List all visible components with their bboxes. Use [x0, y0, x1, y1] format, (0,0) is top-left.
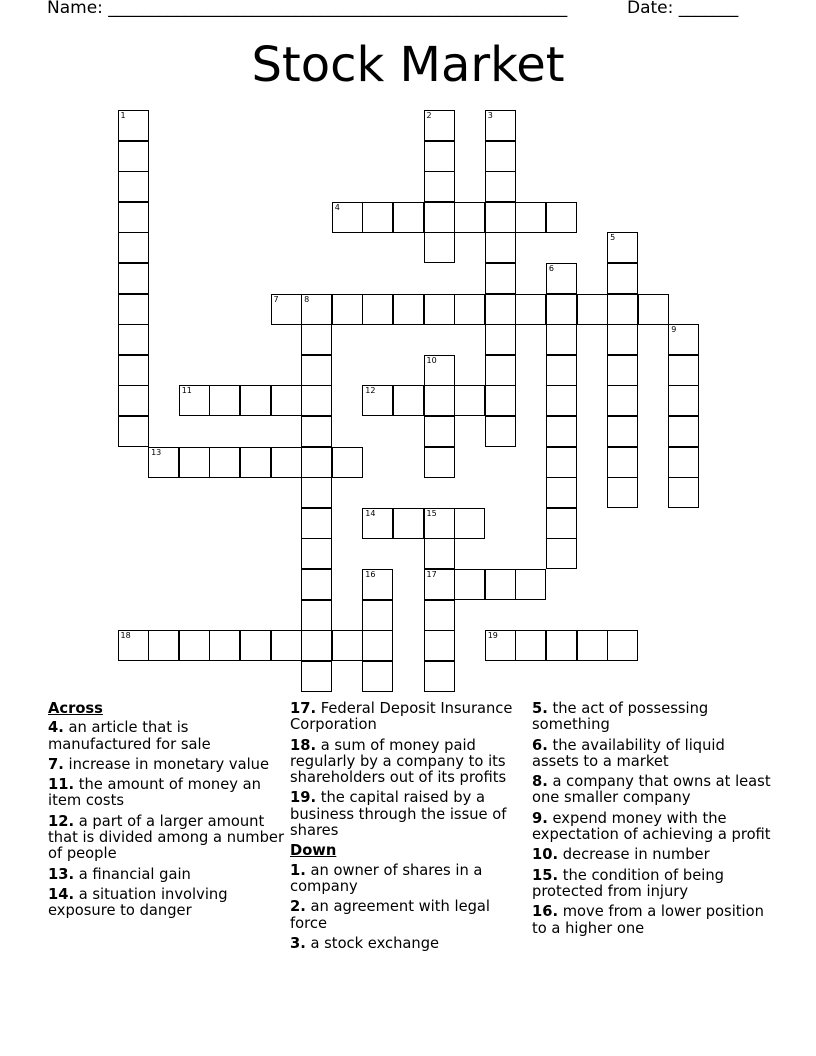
grid-cell[interactable] — [485, 202, 516, 233]
grid-cell[interactable] — [209, 385, 240, 416]
clue-down-6: 6. the availability of liquid assets to a market — [532, 736, 725, 770]
grid-cell[interactable] — [607, 477, 638, 508]
grid-cell[interactable] — [546, 355, 577, 386]
grid-cell[interactable] — [301, 416, 332, 447]
grid-cell[interactable] — [301, 294, 332, 325]
clue-across-19: 19. the capital raised by a business through the issue of shares — [290, 789, 507, 840]
grid-cell[interactable] — [485, 569, 516, 600]
grid-cell[interactable] — [607, 385, 638, 416]
grid-cell[interactable] — [485, 171, 516, 202]
clue-column-1 — [48, 701, 288, 924]
down-heading: Down — [290, 842, 337, 860]
clue-column-2 — [290, 701, 530, 956]
grid-cell[interactable] — [546, 202, 577, 233]
grid-cell[interactable] — [301, 569, 332, 600]
grid-cell[interactable] — [332, 630, 363, 661]
grid-cell[interactable] — [607, 416, 638, 447]
clue-number: 1 — [120, 111, 126, 120]
grid-cell[interactable] — [485, 416, 516, 447]
clue-across-13: 13. a financial gain — [48, 865, 191, 883]
grid-cell[interactable] — [271, 294, 302, 325]
grid-cell[interactable] — [301, 477, 332, 508]
grid-cell[interactable] — [424, 385, 455, 416]
grid-cell[interactable] — [485, 294, 516, 325]
grid-cell[interactable] — [424, 110, 455, 141]
grid-cell[interactable] — [393, 508, 424, 539]
grid-cell[interactable] — [546, 538, 577, 569]
clue-down-3: 3. a stock exchange — [290, 934, 440, 952]
grid-cell[interactable] — [485, 141, 516, 172]
grid-cell[interactable] — [332, 294, 363, 325]
clue-down-5: 5. the act of possessing something — [532, 700, 709, 734]
page-title: Stock Market — [251, 37, 565, 93]
date-line[interactable]: _______ — [678, 0, 739, 18]
grid-cell[interactable] — [209, 630, 240, 661]
grid-cell[interactable] — [118, 141, 149, 172]
grid-cell[interactable] — [485, 110, 516, 141]
clue-number: 3 — [487, 111, 493, 120]
grid-cell[interactable] — [118, 385, 149, 416]
grid-cell[interactable] — [240, 630, 271, 661]
grid-cell[interactable] — [362, 661, 393, 692]
grid-cell[interactable] — [607, 263, 638, 294]
grid-cell[interactable] — [668, 355, 699, 386]
clue-column-3 — [532, 701, 772, 941]
grid-cell[interactable] — [393, 202, 424, 233]
clue-down-9: 9. expend money with the expectation of achieving a profit — [532, 809, 771, 844]
grid-cell[interactable] — [148, 630, 179, 661]
grid-cell[interactable] — [424, 294, 455, 325]
grid-cell[interactable] — [546, 263, 577, 294]
grid-cell[interactable] — [118, 110, 149, 141]
grid-cell[interactable] — [332, 202, 363, 233]
grid-cell[interactable] — [362, 508, 393, 539]
grid-cell[interactable] — [424, 630, 455, 661]
clue-down-16: 16. move from a lower position to a higher one — [532, 903, 764, 937]
clue-across-11: 11. the amount of money an item costs — [48, 776, 261, 810]
grid-cell[interactable] — [179, 385, 210, 416]
grid-cell[interactable] — [301, 630, 332, 661]
grid-cell[interactable] — [668, 385, 699, 416]
grid-cell[interactable] — [607, 355, 638, 386]
grid-cell[interactable] — [668, 477, 699, 508]
grid-cell[interactable] — [362, 294, 393, 325]
grid-cell[interactable] — [546, 477, 577, 508]
grid-cell[interactable] — [118, 630, 149, 661]
grid-cell[interactable] — [118, 202, 149, 233]
clue-number: 18 — [120, 631, 131, 641]
grid-cell[interactable] — [118, 171, 149, 202]
grid-cell[interactable] — [485, 355, 516, 386]
grid-cell[interactable] — [668, 447, 699, 478]
grid-cell[interactable] — [515, 294, 546, 325]
grid-cell[interactable] — [485, 324, 516, 355]
grid-cell[interactable] — [148, 447, 179, 478]
grid-cell[interactable] — [546, 294, 577, 325]
grid-cell[interactable] — [332, 447, 363, 478]
grid-cell[interactable] — [424, 355, 455, 386]
clue-across-18: 18. a sum of money paid regularly by a company to its shareholders out of its profits — [290, 736, 507, 787]
grid-cell[interactable] — [454, 202, 485, 233]
grid-cell[interactable] — [362, 630, 393, 661]
grid-cell[interactable] — [271, 630, 302, 661]
clue-number: 11 — [181, 386, 192, 396]
clue-down-15: 15. the condition of being protected from injury — [532, 866, 724, 900]
grid-cell[interactable] — [668, 324, 699, 355]
clue-number: 2 — [426, 111, 432, 120]
grid-cell[interactable] — [301, 385, 332, 416]
grid-cell[interactable] — [607, 294, 638, 325]
clue-across-12: 12. a part of a larger amount that is divided among a number of people — [48, 812, 285, 863]
grid-cell[interactable] — [240, 447, 271, 478]
grid-cell[interactable] — [362, 600, 393, 631]
grid-cell[interactable] — [240, 385, 271, 416]
grid-cell[interactable] — [424, 447, 455, 478]
grid-cell[interactable] — [118, 294, 149, 325]
clue-number: 16 — [365, 570, 376, 579]
grid-cell[interactable] — [118, 416, 149, 447]
grid-cell[interactable] — [546, 385, 577, 416]
clue-number: 12 — [365, 386, 376, 396]
clue-number: 9 — [671, 325, 677, 335]
grid-cell[interactable] — [424, 538, 455, 569]
clue-across-4: 4. an article that is manufactured for sale — [48, 719, 211, 753]
grid-cell[interactable] — [546, 324, 577, 355]
grid-cell[interactable] — [424, 202, 455, 233]
grid-cell[interactable] — [515, 202, 546, 233]
grid-cell[interactable] — [118, 232, 149, 263]
clue-number: 15 — [426, 508, 437, 518]
grid-cell[interactable] — [424, 232, 455, 263]
grid-cell[interactable] — [454, 508, 485, 539]
name-label: Name: — [47, 0, 103, 18]
grid-cell[interactable] — [301, 447, 332, 478]
date-label: Date: — [627, 0, 674, 18]
clue-number: 19 — [487, 631, 498, 641]
name-line[interactable]: ______________________________________________________ — [108, 0, 568, 18]
grid-cell[interactable] — [638, 294, 669, 325]
grid-cell[interactable] — [362, 385, 393, 416]
grid-cell[interactable] — [424, 661, 455, 692]
grid-cell[interactable] — [424, 416, 455, 447]
grid-cell[interactable] — [179, 447, 210, 478]
clue-number: 14 — [365, 508, 376, 518]
grid-cell[interactable] — [607, 630, 638, 661]
clue-number: 4 — [334, 202, 340, 212]
grid-cell[interactable] — [393, 294, 424, 325]
grid-cell[interactable] — [179, 630, 210, 661]
grid-cell[interactable] — [546, 447, 577, 478]
clue-across-17: 17. Federal Deposit Insurance Corporation — [290, 700, 513, 734]
clue-number: 5 — [610, 233, 616, 243]
grid-cell[interactable] — [607, 232, 638, 263]
grid-cell[interactable] — [301, 600, 332, 631]
grid-cell[interactable] — [485, 385, 516, 416]
grid-cell[interactable] — [271, 447, 302, 478]
grid-cell[interactable] — [546, 508, 577, 539]
grid-cell[interactable] — [668, 416, 699, 447]
clue-across-7: 7. increase in monetary value — [48, 755, 270, 773]
clue-number: 13 — [151, 447, 162, 457]
grid-cell[interactable] — [424, 508, 455, 539]
clue-across-14: 14. a situation involving exposure to danger — [48, 885, 228, 920]
grid-cell[interactable] — [454, 569, 485, 600]
grid-cell[interactable] — [577, 294, 608, 325]
grid-cell[interactable] — [424, 569, 455, 600]
clue-number: 17 — [426, 570, 437, 579]
grid-cell[interactable] — [301, 355, 332, 386]
grid-cell[interactable] — [209, 447, 240, 478]
grid-cell[interactable] — [607, 447, 638, 478]
grid-cell[interactable] — [485, 263, 516, 294]
grid-cell[interactable] — [118, 324, 149, 355]
clue-number: 8 — [304, 294, 310, 304]
grid-cell[interactable] — [607, 324, 638, 355]
grid-cell[interactable] — [301, 661, 332, 692]
clue-down-8: 8. a company that owns at least one smaller company — [532, 773, 771, 807]
grid-cell[interactable] — [515, 569, 546, 600]
clue-down-1: 1. an owner of shares in a company — [290, 861, 483, 895]
clue-number: 10 — [426, 355, 437, 365]
grid-cell[interactable] — [118, 263, 149, 294]
grid-cell[interactable] — [301, 508, 332, 539]
grid-cell[interactable] — [362, 202, 393, 233]
clue-down-2: 2. an agreement with legal force — [290, 898, 491, 932]
grid-cell[interactable] — [454, 294, 485, 325]
grid-cell[interactable] — [546, 416, 577, 447]
grid-cell[interactable] — [546, 630, 577, 661]
clue-number: 7 — [273, 294, 279, 304]
grid-cell[interactable] — [271, 385, 302, 416]
clue-number: 6 — [548, 264, 554, 273]
grid-cell[interactable] — [393, 385, 424, 416]
grid-cell[interactable] — [424, 600, 455, 631]
grid-cell[interactable] — [485, 232, 516, 263]
grid-cell[interactable] — [424, 171, 455, 202]
grid-cell[interactable] — [424, 141, 455, 172]
grid-cell[interactable] — [301, 538, 332, 569]
grid-cell[interactable] — [577, 630, 608, 661]
grid-cell[interactable] — [515, 630, 546, 661]
grid-cell[interactable] — [454, 385, 485, 416]
clue-down-10: 10. decrease in number — [532, 846, 710, 864]
across-heading: Across — [48, 700, 103, 717]
grid-cell[interactable] — [362, 569, 393, 600]
grid-cell[interactable] — [485, 630, 516, 661]
grid-cell[interactable] — [301, 324, 332, 355]
grid-cell[interactable] — [118, 355, 149, 386]
